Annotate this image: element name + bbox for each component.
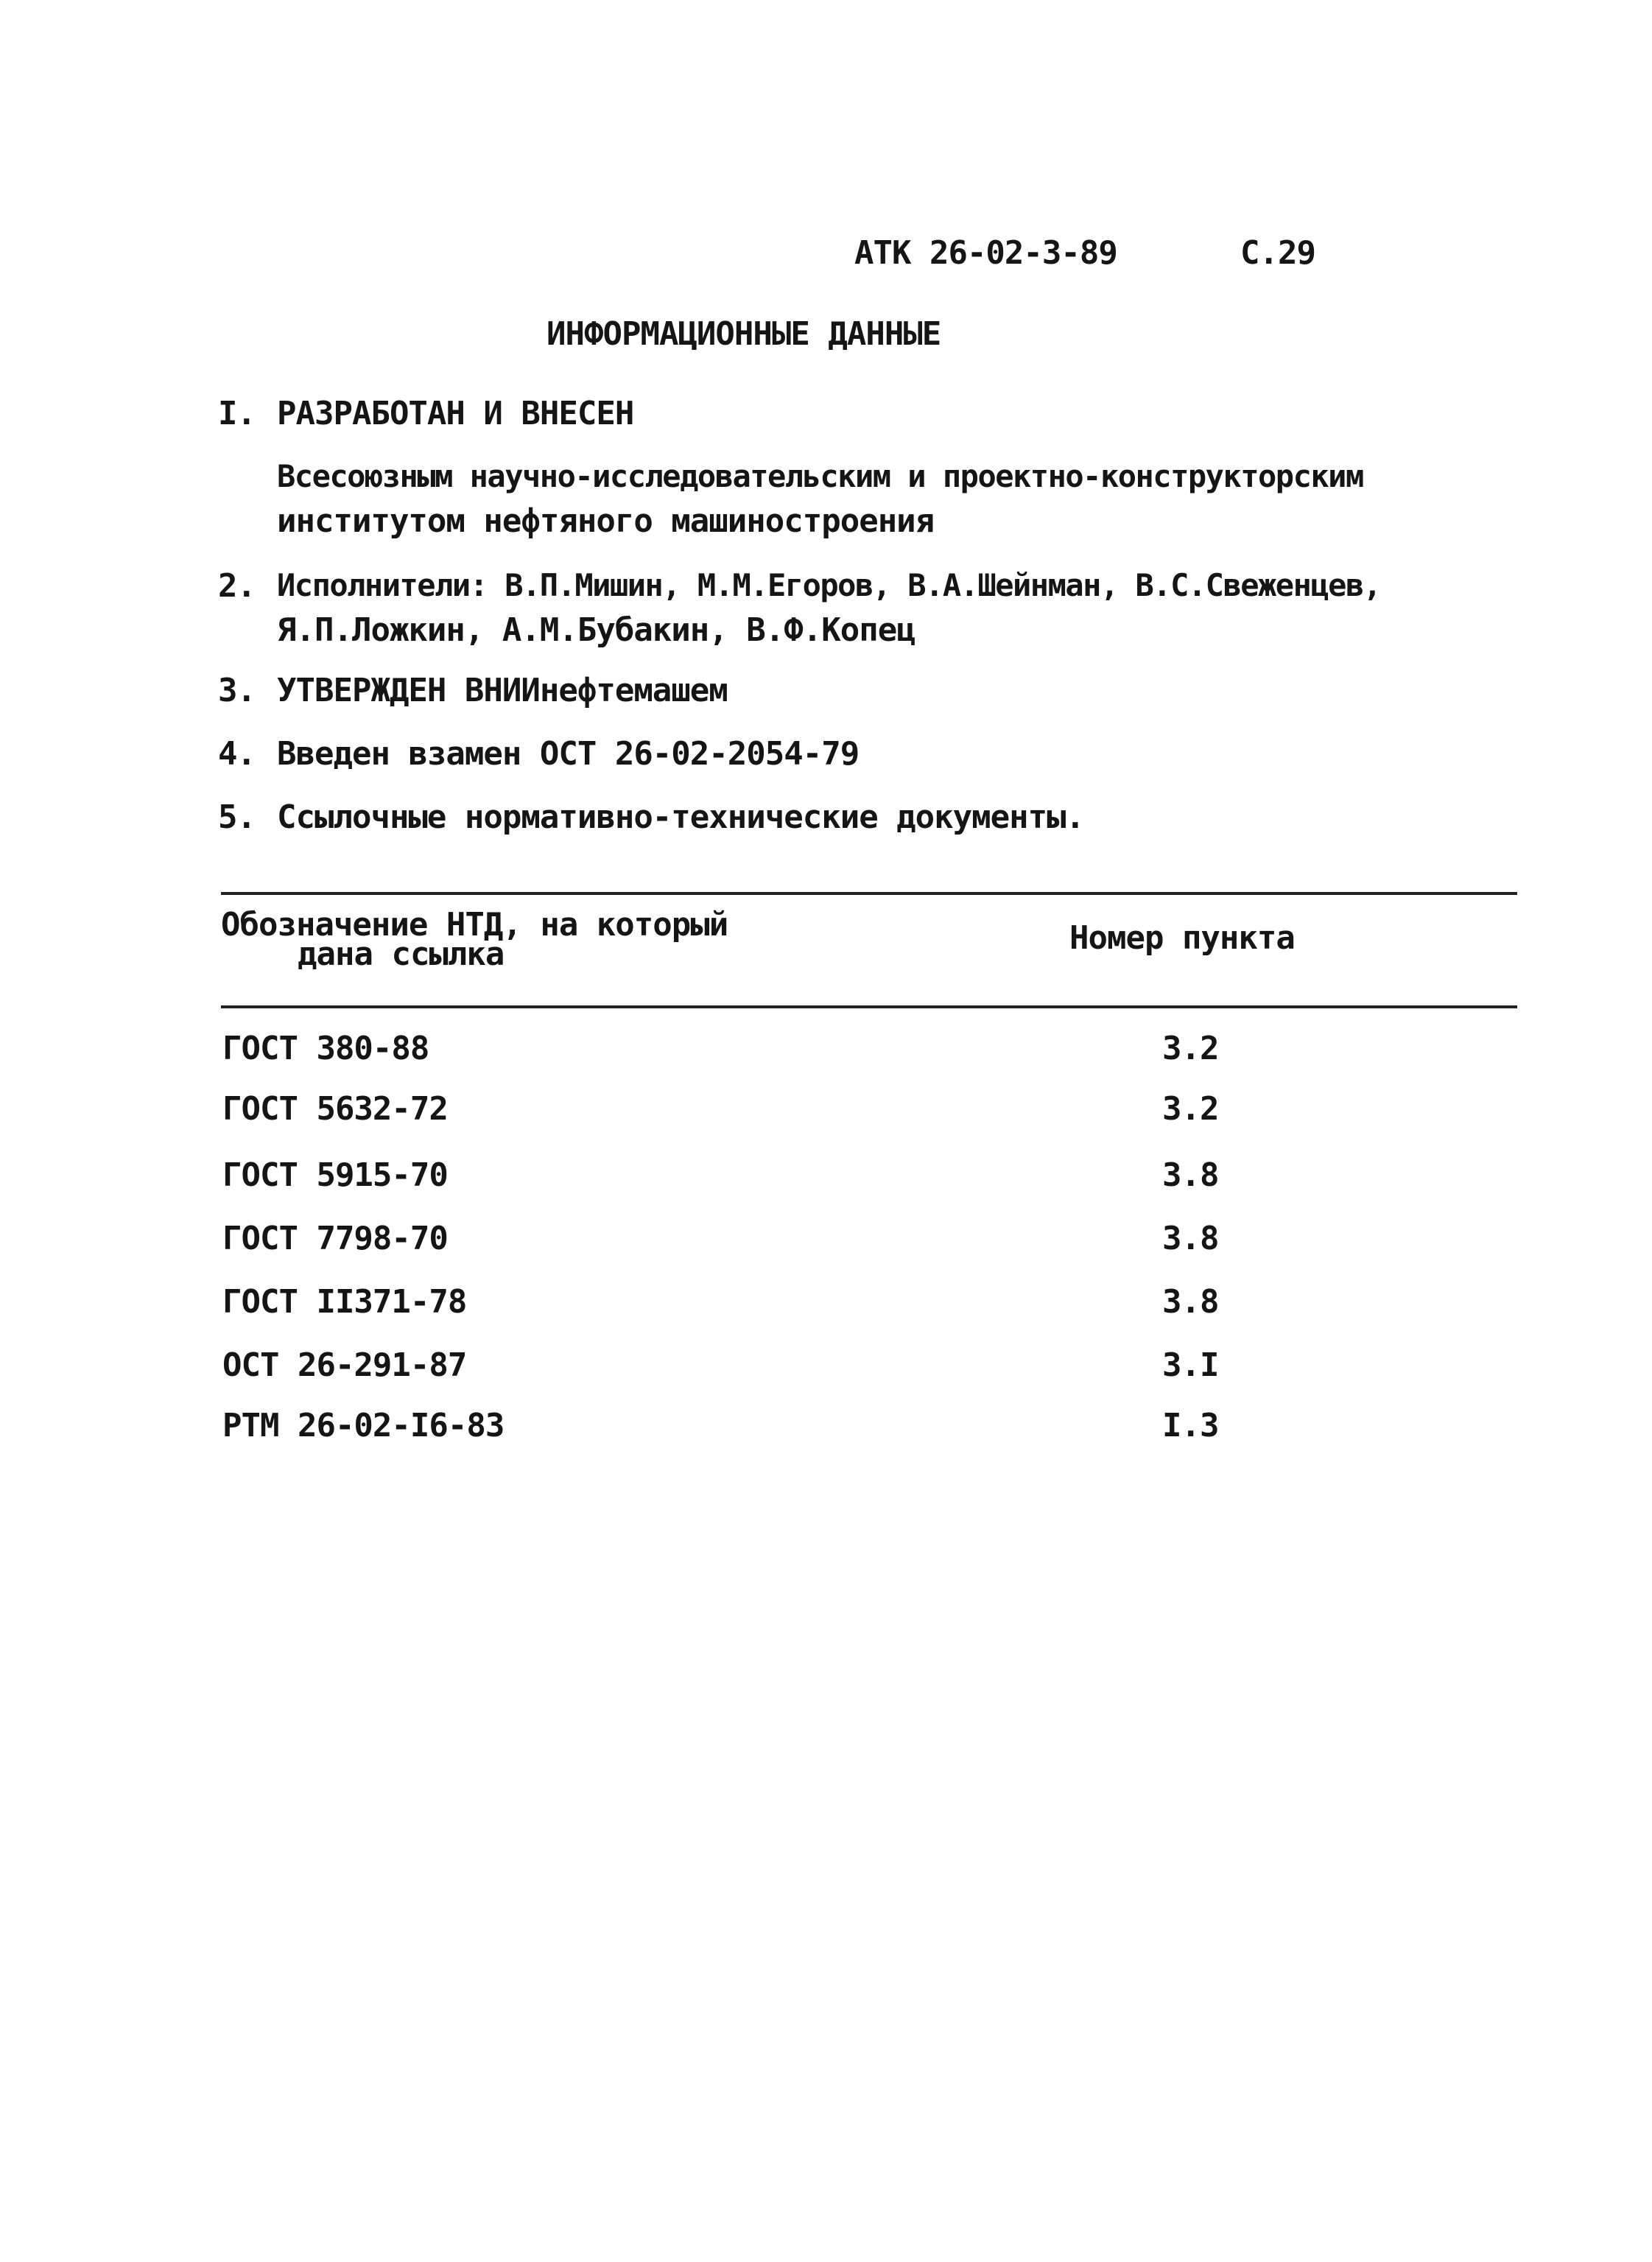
item-4-number: 4. (218, 735, 256, 773)
table-header-designation-line-2: дана ссылка (298, 935, 505, 973)
page-number: С.29 (1240, 234, 1315, 272)
item-3-number: 3. (218, 672, 256, 709)
table-row-2-clause: 3.2 (1162, 1090, 1219, 1128)
item-5-number: 5. (218, 798, 256, 836)
item-5-text: Ссылочные нормативно-технические документы. (277, 798, 1085, 836)
table-row-7-clause: I.3 (1162, 1407, 1219, 1444)
item-4-text: Введен взамен ОСТ 26-02-2054-79 (277, 735, 860, 773)
table-header-clause: Номер пункта (1069, 919, 1295, 957)
item-2-number: 2. (218, 567, 256, 605)
table-row-6-doc: ОСТ 26-291-87 (222, 1346, 467, 1384)
table-row-1-clause: 3.2 (1162, 1030, 1219, 1067)
table-row-7-doc: РТМ 26-02-I6-83 (222, 1407, 505, 1444)
table-row-3-doc: ГОСТ 5915-70 (222, 1156, 448, 1194)
table-row-4-clause: 3.8 (1162, 1220, 1219, 1257)
item-2-line-1: Исполнители: В.П.Мишин, М.М.Егоров, В.А.Шейнман, В.С.Свеженцев, (277, 567, 1381, 603)
developer-line-1: Всесоюзным научно-исследовательским и проектно-конструкторским (277, 458, 1363, 494)
table-header-rule (221, 1005, 1517, 1008)
table-top-rule (221, 892, 1517, 895)
table-row-4-doc: ГОСТ 7798-70 (222, 1220, 448, 1257)
table-row-5-doc: ГОСТ II371-78 (222, 1283, 467, 1321)
item-3-text: УТВЕРЖДЕН ВНИИнефтемашем (277, 672, 728, 709)
table-row-6-clause: 3.I (1162, 1346, 1219, 1384)
table-row-5-clause: 3.8 (1162, 1283, 1219, 1321)
item-1-number: I. (218, 395, 256, 432)
page-title: ИНФОРМАЦИОННЫЕ ДАННЫЕ (546, 315, 941, 353)
item-1-text: РАЗРАБОТАН И ВНЕСЕН (277, 395, 634, 432)
developer-line-2: институтом нефтяного машиностроения (277, 502, 935, 540)
table-row-2-doc: ГОСТ 5632-72 (222, 1090, 448, 1128)
table-row-3-clause: 3.8 (1162, 1156, 1219, 1194)
table-header-designation-line-1: Обозначение НТД, на который (221, 906, 728, 944)
item-2-line-2: Я.П.Ложкин, А.М.Бубакин, В.Ф.Копец (277, 611, 915, 649)
table-row-1-doc: ГОСТ 380-88 (222, 1030, 429, 1067)
document-code: АТК 26-02-3-89 (854, 234, 1117, 272)
